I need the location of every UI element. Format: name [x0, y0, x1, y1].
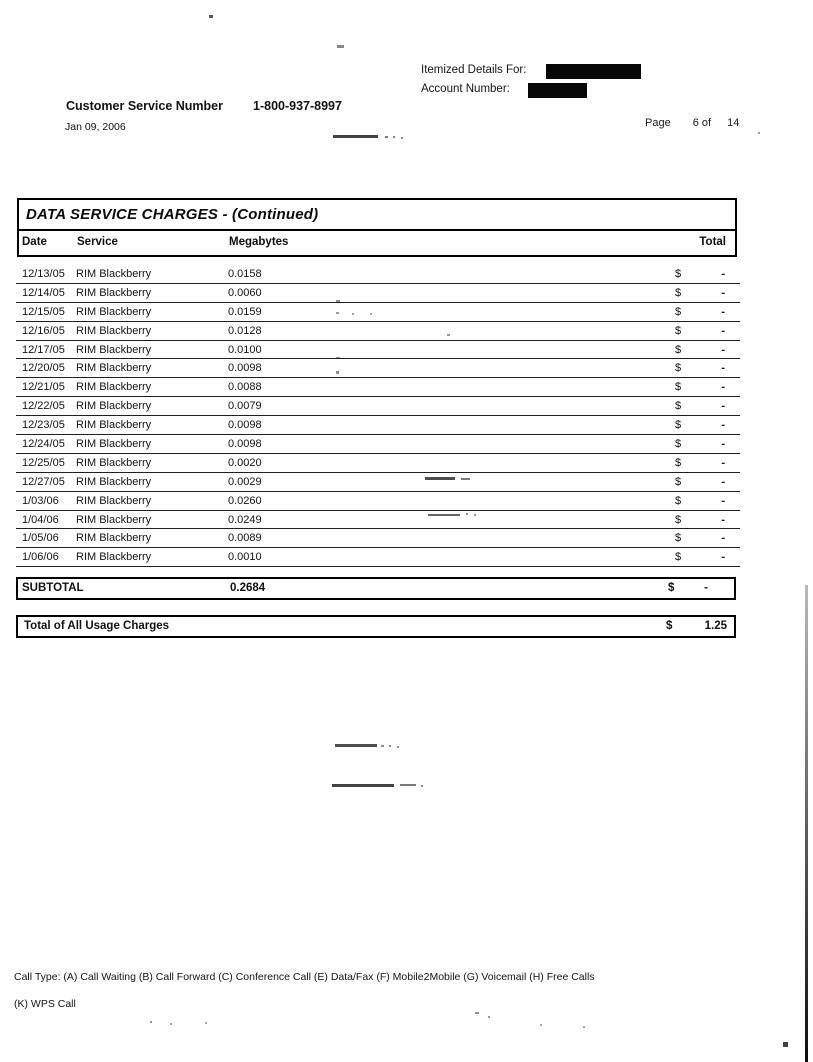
row-service: RIM Blackberry [76, 456, 152, 469]
row-currency: $ [675, 362, 682, 375]
table-row [16, 548, 740, 567]
row-total: - [721, 286, 725, 299]
scan-speck [421, 785, 423, 787]
row-date: 12/13/05 [22, 268, 65, 280]
table-row [16, 265, 740, 284]
row-date: 1/04/06 [22, 513, 59, 526]
call-type-legend-line2: (K) WPS Call [14, 998, 76, 1010]
scan-speck [393, 136, 395, 138]
scan-speck [466, 513, 468, 515]
table-row [16, 284, 740, 303]
scan-speck [333, 135, 378, 138]
table-row [16, 492, 740, 511]
scan-speck [370, 313, 372, 315]
scan-edge-line [805, 585, 808, 1062]
row-service: RIM Blackberry [76, 268, 152, 280]
row-megabytes: 0.0089 [228, 532, 262, 545]
row-date: 12/17/05 [22, 343, 65, 356]
subtotal-total: - [704, 582, 708, 594]
grand-total-amount: 1.25 [704, 620, 727, 632]
table-row [16, 529, 740, 548]
scan-speck [337, 45, 344, 48]
column-header-date: Date [22, 236, 47, 248]
row-date: 12/15/05 [22, 305, 65, 318]
grand-total-currency: $ [666, 620, 673, 632]
scan-speck [332, 784, 394, 787]
row-date: 1/06/06 [22, 551, 59, 564]
row-service: RIM Blackberry [76, 362, 152, 375]
row-megabytes: 0.0098 [228, 419, 262, 432]
grand-total-label: Total of All Usage Charges [24, 620, 170, 632]
customer-service-label: Customer Service Number [66, 99, 224, 113]
row-date: 12/22/05 [22, 400, 65, 413]
page-label: Page [645, 117, 671, 129]
table-row [16, 378, 740, 397]
table-title: DATA SERVICE CHARGES - (Continued) [19, 200, 735, 231]
scan-speck [209, 15, 213, 18]
scan-speck [783, 1042, 788, 1047]
scan-speck [381, 745, 384, 747]
row-currency: $ [675, 305, 682, 318]
row-megabytes: 0.0158 [228, 268, 262, 280]
itemized-details-label: Itemized Details For: [421, 64, 527, 76]
row-total: - [721, 324, 725, 337]
row-service: RIM Blackberry [76, 400, 152, 413]
row-currency: $ [675, 475, 682, 488]
scan-speck [488, 1016, 490, 1018]
row-total: - [721, 419, 725, 432]
row-date: 12/27/05 [22, 475, 65, 488]
row-total: - [721, 268, 725, 280]
scan-speck [401, 137, 403, 139]
scan-speck [475, 1012, 479, 1014]
row-date: 12/14/05 [22, 286, 65, 299]
row-date: 1/05/06 [22, 532, 59, 545]
scan-speck [447, 334, 450, 336]
row-megabytes: 0.0128 [228, 324, 262, 337]
table-row [16, 397, 740, 416]
column-header-megabytes: Megabytes [229, 236, 289, 248]
table-row [16, 435, 740, 454]
row-megabytes: 0.0098 [228, 362, 262, 375]
row-service: RIM Blackberry [76, 494, 152, 507]
scan-speck [352, 313, 354, 315]
row-megabytes: 0.0060 [228, 286, 262, 299]
subtotal-row [16, 577, 736, 600]
subtotal-label: SUBTOTAL [22, 582, 84, 594]
scan-speck [389, 745, 391, 747]
row-currency: $ [675, 343, 682, 356]
subtotal-currency: $ [668, 582, 675, 594]
row-currency: $ [675, 324, 682, 337]
row-currency: $ [675, 456, 682, 469]
scan-speck [336, 371, 339, 374]
row-date: 12/20/05 [22, 362, 65, 375]
page-of-label: of [701, 117, 712, 129]
row-service: RIM Blackberry [76, 381, 152, 394]
scan-speck [385, 136, 388, 138]
row-service: RIM Blackberry [76, 438, 152, 451]
row-service: RIM Blackberry [76, 532, 152, 545]
row-currency: $ [675, 494, 682, 507]
scan-speck [335, 744, 377, 747]
scan-speck [540, 1024, 542, 1026]
row-currency: $ [675, 438, 682, 451]
row-total: - [721, 551, 725, 564]
row-megabytes: 0.0098 [228, 438, 262, 451]
row-service: RIM Blackberry [76, 286, 152, 299]
row-total: - [721, 494, 725, 507]
row-total: - [721, 475, 725, 488]
column-header-service: Service [77, 236, 118, 248]
row-total: - [721, 343, 725, 356]
scan-speck [397, 746, 399, 748]
scan-speck [150, 1021, 152, 1023]
row-date: 12/25/05 [22, 456, 65, 469]
grand-total-row [16, 615, 736, 638]
scan-speck [336, 300, 340, 302]
account-number-redaction [528, 83, 587, 98]
column-header-total: Total [699, 236, 726, 248]
row-currency: $ [675, 268, 682, 280]
row-megabytes: 0.0029 [228, 475, 262, 488]
row-service: RIM Blackberry [76, 475, 152, 488]
row-currency: $ [675, 286, 682, 299]
row-service: RIM Blackberry [76, 343, 152, 356]
table-row [16, 359, 740, 378]
row-currency: $ [675, 381, 682, 394]
page-total: 14 [727, 117, 740, 129]
row-service: RIM Blackberry [76, 513, 152, 526]
scan-speck [583, 1026, 585, 1028]
table-row [16, 341, 740, 360]
table-row [16, 303, 740, 322]
account-number-label: Account Number: [421, 83, 510, 95]
page-current: 6 [692, 117, 699, 129]
row-total: - [721, 532, 725, 545]
row-megabytes: 0.0100 [228, 343, 262, 356]
row-megabytes: 0.0088 [228, 381, 262, 394]
table-row [16, 511, 740, 530]
row-date: 12/23/05 [22, 419, 65, 432]
row-currency: $ [675, 400, 682, 413]
row-service: RIM Blackberry [76, 419, 152, 432]
table-rows [16, 265, 740, 567]
row-date: 12/24/05 [22, 438, 65, 451]
row-total: - [721, 400, 725, 413]
statement-date: Jan 09, 2006 [65, 121, 126, 133]
row-total: - [721, 438, 725, 451]
table-row [16, 416, 740, 435]
row-total: - [721, 513, 725, 526]
table-row [16, 473, 740, 492]
row-date: 12/16/05 [22, 324, 65, 337]
row-total: - [721, 381, 725, 394]
scan-speck [428, 514, 460, 516]
row-megabytes: 0.0079 [228, 400, 262, 413]
row-total: - [721, 362, 725, 375]
scan-speck [461, 478, 470, 480]
row-currency: $ [675, 532, 682, 545]
page-indicator [645, 117, 739, 129]
row-megabytes: 0.0020 [228, 456, 262, 469]
scan-speck [400, 784, 416, 786]
customer-service-number: 1-800-937-8997 [253, 99, 342, 113]
row-date: 1/03/06 [22, 494, 59, 507]
scan-speck [336, 312, 339, 314]
row-currency: $ [675, 551, 682, 564]
itemized-details-redaction [546, 64, 641, 79]
row-currency: $ [675, 513, 682, 526]
call-type-legend-line1: Call Type: (A) Call Waiting (B) Call Forward (C) Conference Call (E) Data/Fax (F) Mobile2Mobile (G) Voicemail (H) Free Calls [14, 971, 595, 983]
scan-speck [336, 357, 340, 359]
scan-speck [170, 1023, 172, 1025]
table-row [16, 322, 740, 341]
row-total: - [721, 456, 725, 469]
row-megabytes: 0.0159 [228, 305, 262, 318]
scan-speck [205, 1022, 207, 1024]
row-total: - [721, 305, 725, 318]
data-service-charges-table-header [17, 198, 737, 257]
scan-speck [758, 132, 760, 134]
row-service: RIM Blackberry [76, 324, 152, 337]
row-service: RIM Blackberry [76, 305, 152, 318]
row-date: 12/21/05 [22, 381, 65, 394]
row-service: RIM Blackberry [76, 551, 152, 564]
subtotal-megabytes: 0.2684 [230, 582, 266, 594]
row-currency: $ [675, 419, 682, 432]
scan-speck [425, 477, 455, 480]
row-megabytes: 0.0260 [228, 494, 262, 507]
row-megabytes: 0.0010 [228, 551, 262, 564]
scan-speck [474, 514, 476, 516]
row-megabytes: 0.0249 [228, 513, 262, 526]
table-row [16, 454, 740, 473]
